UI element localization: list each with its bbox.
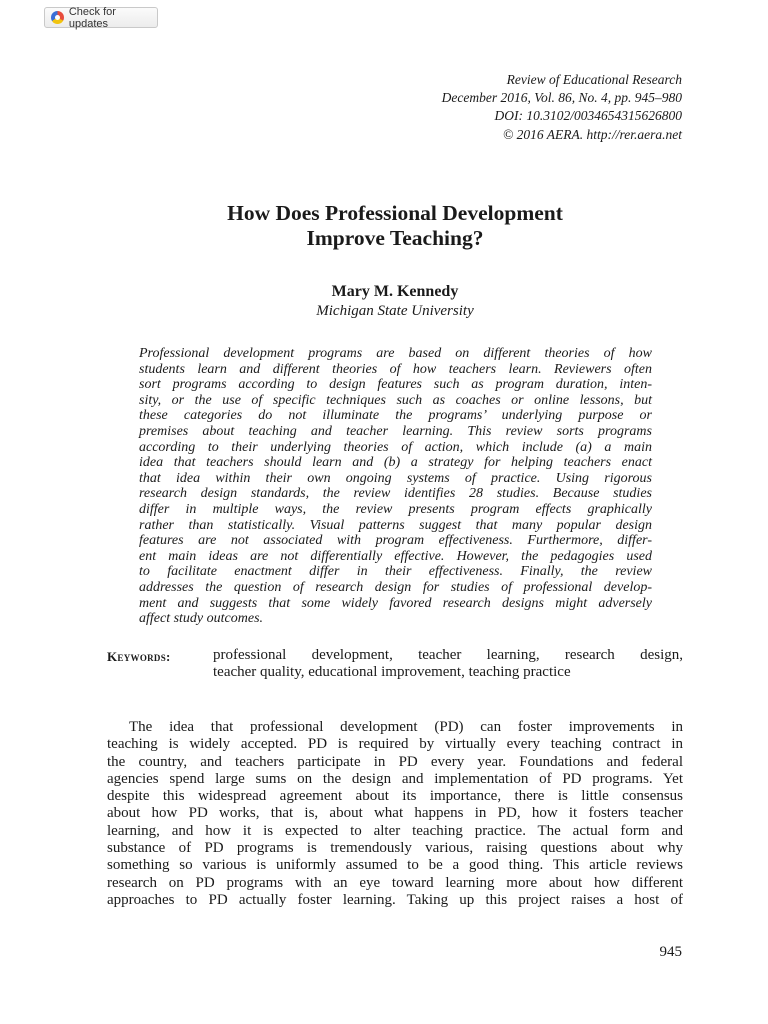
abstract-line: rather than statistically. Visual patterns suggest that many popular design [139, 517, 652, 533]
journal-copyright: © 2016 AERA. http://rer.aera.net [503, 126, 682, 142]
body-line: learning, and how it is expected to alter teaching practice. The actual form and [107, 822, 683, 839]
journal-name: Review of Educational Research [506, 72, 682, 87]
journal-doi: DOI: 10.3102/0034654315626800 [494, 108, 682, 124]
abstract-line: students learn and different theories of how teachers learn. Reviewers often [139, 361, 652, 377]
abstract-line: Professional development programs are based on different theories of how [139, 346, 652, 361]
body-line: substance of PD programs is tremendously various, raising questions about why [107, 840, 683, 857]
abstract-line: affect study outcomes. [139, 611, 264, 627]
abstract-line: to facilitate enactment differ in their effectiveness. Finally, the review [139, 564, 652, 580]
crossmark-icon [51, 11, 64, 24]
abstract-line: addresses the question of research design for studies of professional develop- [139, 579, 652, 595]
keywords-line: professional development, teacher learning, research design, [213, 647, 683, 663]
body-line: something so various is uniformly assumed to be a good thing. This article reviews [107, 857, 683, 874]
author-affiliation: Michigan State University [316, 303, 474, 319]
body-line: about how PD works, that is, about what happens in PD, how it fosters teacher [107, 805, 683, 822]
body-line: the country, and teachers participate in PD every year. Foundations and federal [107, 753, 683, 770]
body-text [107, 719, 683, 909]
body-line: research on PD programs with an eye toward learning more about how different [107, 874, 683, 891]
author-name: Mary M. Kennedy [331, 283, 459, 300]
check-for-updates-label: Check for updates [68, 5, 116, 30]
body-line: agencies spend large sums on the design and implementation of PD programs. Yet [107, 770, 683, 787]
abstract-line: according to their underlying theories of action, which include (a) a main [139, 439, 652, 455]
abstract-line: premises about teaching and teacher learning. This review sorts programs [139, 423, 652, 439]
body-line: teaching is widely accepted. PD is required by virtually every teaching contract in [107, 736, 683, 753]
abstract-line: ent main ideas are not differentially effective. However, the pedagogies used [139, 548, 652, 564]
abstract-line: features are not associated with program effectiveness. Furthermore, differ- [139, 533, 652, 549]
body-line: despite this widespread agreement about its importance, there is little consensus [107, 788, 683, 805]
keywords-line: teacher quality, educational improvement, teaching practice [213, 664, 571, 680]
abstract-line: differ in multiple ways, the review presents program effects graphically [139, 501, 652, 517]
journal-info [442, 71, 682, 144]
keywords-label: Keywords: [107, 649, 171, 664]
body-line: approaches to PD actually foster learning. Taking up this project raises a host of [107, 891, 683, 908]
abstract-line: research design standards, the review identifies 28 studies. Because studies [139, 486, 652, 502]
paper-title [0, 201, 768, 251]
journal-issue: December 2016, Vol. 86, No. 4, pp. 945–980 [441, 90, 682, 106]
abstract-line: sity, or the use of specific techniques such as coaches or online lessons, but [139, 392, 652, 408]
check-for-updates-button[interactable] [44, 7, 158, 28]
abstract-line: ment and suggests that some widely favored research designs might adversely [139, 595, 652, 611]
title-line: How Does Professional Development [227, 201, 563, 225]
keywords-list [213, 647, 683, 681]
abstract-line: these categories do not illuminate the programs’ underlying purpose or [139, 408, 652, 424]
abstract-line: sort programs according to design features such as program duration, inten- [139, 377, 652, 393]
page-number: 945 [659, 944, 682, 960]
body-line: The idea that professional development (PD) can foster improvements in [129, 719, 683, 735]
abstract [139, 346, 652, 627]
title-line: Improve Teaching? [306, 226, 484, 250]
abstract-line: idea that teachers should learn and (b) a strategy for helping teachers enact [139, 455, 652, 471]
abstract-line: that idea within their own ongoing systems of practice. Using rigorous [139, 470, 652, 486]
